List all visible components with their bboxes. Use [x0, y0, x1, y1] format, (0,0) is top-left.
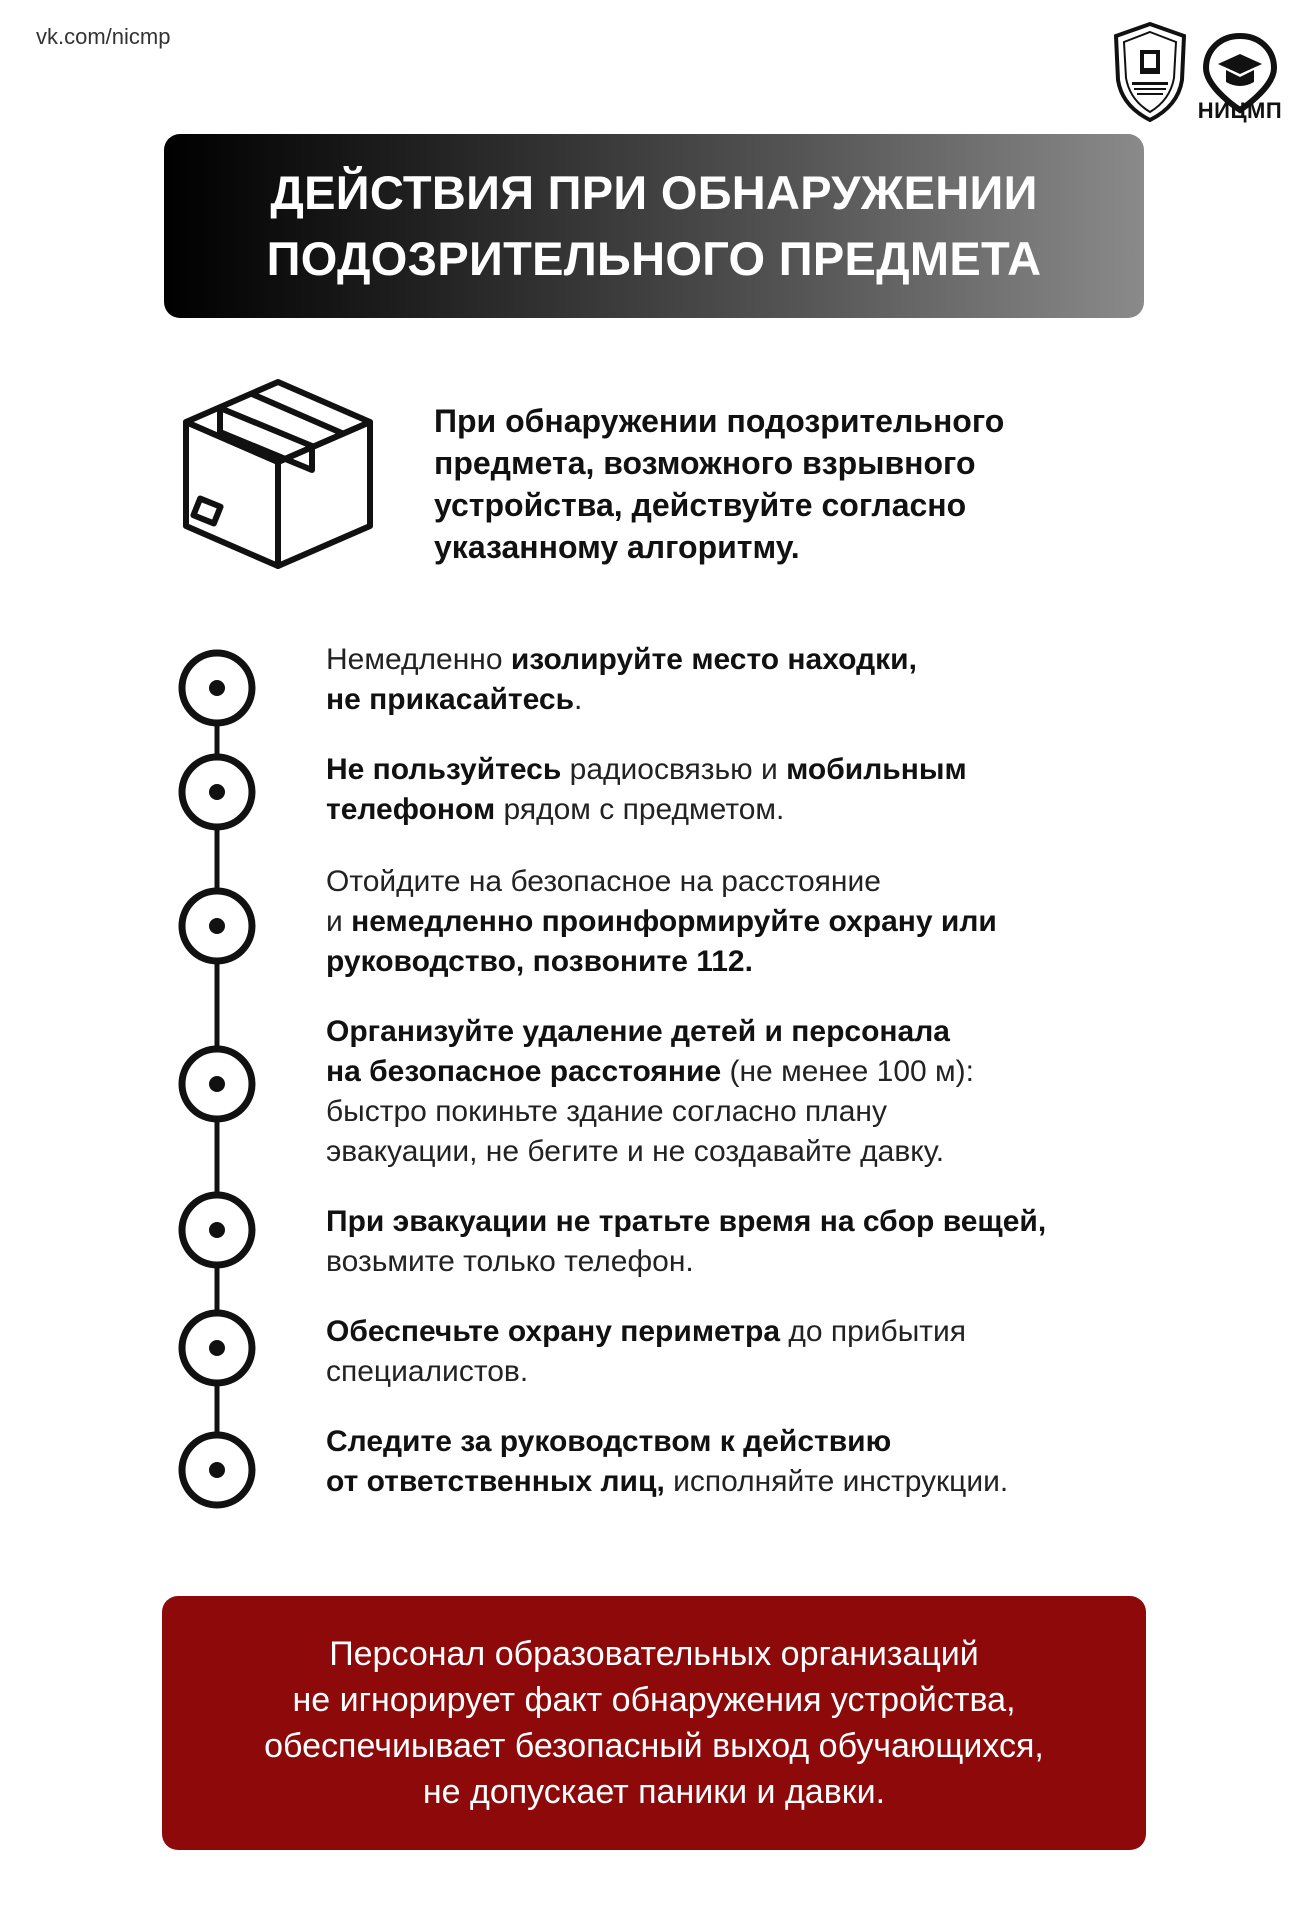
timeline-node-1: [182, 653, 252, 723]
step-3: Отойдите на безопасное на расстояние и немедленно проинформируйте охрану или руководство, позвоните 112.: [326, 865, 997, 978]
shield-logo-icon: [1110, 20, 1190, 124]
step-4: Организуйте удаление детей и персонала на безопасное расстояние (не менее 100 м): быстро покиньте здание согласно плану эвакуации, не бегите и не создавайте давку.: [326, 1015, 974, 1168]
package-box-icon: [180, 376, 376, 572]
nicmp-logo-text: НИЦМП: [1197, 98, 1283, 123]
timeline-node-7: [182, 1435, 252, 1505]
footer-line-4: не допускает паники и давки.: [422, 1773, 886, 1811]
step-6: Обеспечьте охрану периметра до прибытия специалистов.: [326, 1315, 967, 1388]
timeline-node-4: [182, 1049, 252, 1119]
timeline-node-3: [182, 891, 252, 961]
intro-line-2: предмета, возможного взрывного: [434, 445, 976, 481]
site-link[interactable]: vk.com/nicmp: [36, 24, 171, 49]
timeline: [170, 640, 270, 1520]
intro-line-1: При обнаружении подозрительного: [434, 403, 1005, 439]
intro-line-4: указанному алгоритму.: [434, 529, 800, 565]
timeline-node-6: [182, 1313, 252, 1383]
timeline-node-2: [182, 757, 252, 827]
footer-line-2: не игнорирует факт обнаружения устройства,: [292, 1681, 1016, 1719]
footer-line-3: обеспечиывает безопасный выход обучающихся,: [264, 1727, 1044, 1765]
title-line-2: ПОДОЗРИТЕЛЬНОГО ПРЕДМЕТА: [266, 232, 1042, 285]
step-1: Немедленно изолируйте место находки, не прикасайтесь.: [326, 643, 917, 716]
footer-line-1: Персонал образовательных организаций: [329, 1635, 979, 1673]
step-2: Не пользуйтесь радиосвязью и мобильным телефоном рядом с предметом.: [326, 753, 967, 826]
step-5: При эвакуации не тратьте время на сбор вещей, возьмите только телефон.: [326, 1205, 1047, 1278]
step-7: Следите за руководством к действию от ответственных лиц, исполняйте инструкции.: [326, 1425, 1009, 1498]
title-banner: [164, 134, 1144, 318]
timeline-node-5: [182, 1195, 252, 1265]
title-line-1: ДЕЙСТВИЯ ПРИ ОБНАРУЖЕНИИ: [270, 166, 1038, 219]
intro-text: [434, 400, 1094, 568]
intro-line-3: устройства, действуйте согласно: [434, 487, 967, 523]
footer-notice: [162, 1596, 1146, 1850]
